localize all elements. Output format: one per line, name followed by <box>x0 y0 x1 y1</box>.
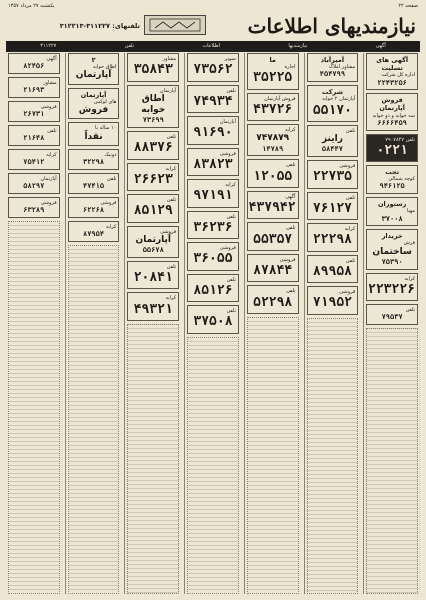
ad-heading: شرکت <box>321 88 343 97</box>
ad-phone: ۶۳۲۸۹ <box>23 206 45 215</box>
ad-phone-large: ۴۳۷۲۶ <box>253 101 293 117</box>
ad-phone-large: ۲۲۳۲۲۶ <box>368 281 415 297</box>
ad-phone: ۹۴۶۱۲۵ <box>379 182 405 191</box>
emblem-logo <box>144 15 206 35</box>
ad-phone: ۵۸۴۴۷ <box>321 145 343 154</box>
ad-text: مشاور املاک <box>328 64 356 71</box>
ad-phone-large: ۵۵۱۷۰ <box>312 102 352 118</box>
classified-ad <box>8 149 60 170</box>
ad-phone-large: ۸۵۱۲۹ <box>133 203 173 219</box>
ad-text: های لوکس <box>93 98 117 105</box>
ad-text: فروشی <box>339 289 356 295</box>
ad-phone: ۷۵۳۹۰ <box>381 257 403 266</box>
ad-text: کرایه <box>344 226 356 232</box>
ad-text: تلفن <box>286 225 296 232</box>
classified-ad <box>247 93 299 122</box>
classified-ad <box>366 134 418 163</box>
classified-ad <box>68 122 120 146</box>
classified-ad <box>187 116 239 145</box>
ad-text: کرایه <box>225 182 236 188</box>
ad-heading: آمیرآباد <box>320 56 345 64</box>
ad-phone: ۵۵۶۷۸ <box>142 246 164 254</box>
ad-phone: ۲۱۶۹۳ <box>23 86 45 95</box>
ad-text: کرایه <box>46 152 57 158</box>
classified-ad <box>247 53 299 90</box>
ad-text: تلفن <box>286 288 296 295</box>
fine-print-block <box>127 324 179 594</box>
classified-ad <box>127 261 179 290</box>
ad-text: فروشی <box>40 200 57 206</box>
ad-phone: ۳۲۲۹۸ <box>83 158 105 166</box>
ad-subheading: نقداً <box>84 131 103 142</box>
ad-text: آپارتمان <box>159 87 177 94</box>
classified-ad <box>187 148 239 177</box>
ad-phone-large: ۸۹۹۵۸ <box>312 263 352 279</box>
ad-column <box>304 53 361 594</box>
classified-ad <box>366 165 418 194</box>
classified-ad <box>307 53 359 82</box>
classified-ad <box>307 223 359 252</box>
ad-text: سوپر <box>224 56 236 62</box>
ad-text: اجاره <box>284 64 296 71</box>
ad-heading: آگهی های تسلیت <box>376 56 409 73</box>
classified-ad <box>8 77 60 98</box>
ad-phone-large: ۸۵۱۲۶ <box>193 282 233 298</box>
ad-phone-large: ۱۲۰۵۵ <box>253 168 293 184</box>
ad-phone-large: ۷۶۱۲۷ <box>312 200 352 216</box>
classified-ad <box>366 304 418 325</box>
fine-print-block <box>366 328 418 594</box>
ad-phone-large: ۴۳۷۹۴۲ <box>248 200 296 216</box>
classified-ad <box>307 192 359 221</box>
classified-ad <box>307 160 359 189</box>
ad-text: تلفن <box>345 127 356 134</box>
ad-text: فرش <box>403 240 415 247</box>
fine-print-block <box>307 318 359 595</box>
classified-ad <box>187 305 239 334</box>
ad-phone-large: ۰۲۲۱ <box>376 142 408 158</box>
ad-text: اداره کل شرکت <box>381 72 415 79</box>
ad-text: سه خوابه و دو خوابه <box>372 112 415 119</box>
classified-ad <box>187 242 239 271</box>
top-line <box>8 3 418 11</box>
ad-text: تلفن <box>226 87 236 94</box>
ad-text: فروشی <box>100 199 117 206</box>
ad-phone-large: ۹۱۶۹۰ <box>193 125 233 141</box>
ad-text: تلفن <box>405 307 415 314</box>
classified-ad <box>68 197 120 218</box>
ad-text: مهیا <box>406 208 415 215</box>
ad-text: آپارتمان <box>219 119 236 125</box>
classified-ad <box>8 197 60 218</box>
ad-subheading: راینز <box>321 134 343 144</box>
ad-phone-large: ۳۵۸۴۳ <box>133 62 173 78</box>
ad-phone: ۴۵۴۷۹۹ <box>319 70 346 79</box>
classified-ad <box>8 53 60 74</box>
ad-subheading: آپارتمان <box>135 234 172 245</box>
classified-ad <box>247 222 299 251</box>
classified-ad <box>127 53 179 82</box>
ad-column <box>363 53 420 594</box>
ad-text: اطاق خوابه <box>92 64 117 71</box>
ad-columns <box>6 53 420 594</box>
ad-text: ۱۰ ساله با <box>95 125 117 132</box>
classified-ad <box>187 85 239 114</box>
ad-phone: ۸۲۴۵۶ <box>23 62 45 71</box>
masthead-phones: تلفنهای: ۳۱۱۲۲۷-۳۱۲۲۱۳ <box>59 22 140 30</box>
ad-text: فروشی <box>219 245 236 251</box>
classified-ad <box>68 173 120 194</box>
ad-subheading: آپارتمان <box>75 70 112 81</box>
classified-ad <box>247 254 299 283</box>
classified-ad <box>366 197 418 226</box>
ad-text: تلفن <box>226 276 236 283</box>
ad-phone: ۱۴۷۸۹ <box>262 144 284 153</box>
classified-ad <box>127 292 179 321</box>
classified-ad <box>366 229 418 269</box>
ad-phone: ۷۳۶۹۹ <box>142 116 164 125</box>
ad-heading: آپارتمان <box>80 90 107 99</box>
ad-text: فروشی <box>160 228 177 235</box>
ad-phone: ۷۹۵۳۷ <box>381 313 403 322</box>
ad-text: دونیک <box>104 151 117 158</box>
ad-text: کرایه <box>404 275 415 282</box>
ad-phone-large: ۲۲۷۳۵ <box>312 169 352 185</box>
ad-phone-large: ۵۵۳۵۷ <box>253 231 293 247</box>
date-line: یکشنبه ۲۷ مرداد ۱۳۵۷ <box>8 3 55 9</box>
masthead-title: نیازمندیهای اطلاعات <box>247 14 416 38</box>
ad-phone-large: ۳۶۲۳۶ <box>193 219 233 235</box>
ad-text: مشاور <box>162 56 177 62</box>
classified-ad <box>127 163 179 192</box>
classified-ad <box>187 53 239 82</box>
ad-subheading: ساختمان <box>372 246 412 257</box>
ad-text: کوچه شمالی <box>388 176 415 183</box>
ad-text: فروشی <box>40 104 57 110</box>
strip-item: ۳۱۱۲۲۷ <box>40 42 57 49</box>
ad-text: تلفن <box>166 134 177 140</box>
ad-text: تلفن ۷۹۰۷۸۴۷ <box>385 136 415 143</box>
strip-item: آگهی <box>375 42 386 49</box>
ad-column <box>124 53 181 594</box>
fine-print-block <box>247 317 299 594</box>
ad-phone: ۲۲۴۳۲۵۶ <box>377 78 407 87</box>
fine-print-block <box>8 221 60 594</box>
classified-ad <box>307 255 359 284</box>
ad-text: آگهی <box>46 56 57 62</box>
ad-text: تلفن <box>107 175 117 182</box>
ad-phone: ۵۸۲۹۷ <box>23 182 45 191</box>
ad-phone-large: ۸۸۳۷۶ <box>133 140 173 156</box>
classified-ad <box>307 286 359 315</box>
ad-text: تلفن <box>226 213 236 220</box>
classified-ad <box>68 53 120 85</box>
ad-text: تلفن <box>166 197 177 203</box>
ad-subheading: فروش <box>78 105 109 115</box>
classified-ad <box>68 88 120 120</box>
ad-heading: ۲ <box>91 56 96 64</box>
ad-phone-large: ۸۷۸۴۴ <box>253 263 293 279</box>
ad-phone-large: ۹۷۱۹۱ <box>193 188 233 204</box>
ad-heading: خریدار <box>381 232 403 241</box>
classified-ad <box>187 274 239 303</box>
ad-text: آپارتمان <box>40 176 57 182</box>
ad-phone-large: ۵۲۲۹۸ <box>253 294 293 310</box>
ad-phone: ۷۵۴۱۲ <box>23 158 45 167</box>
masthead <box>6 12 420 52</box>
ad-text: فروشی <box>219 150 236 157</box>
ad-column <box>244 53 301 594</box>
ad-heading: ما <box>269 56 276 64</box>
ad-phone: ۳۷۰۰۸ <box>381 214 403 223</box>
classified-ad <box>127 194 179 223</box>
ad-phone: ۴۷۴۱۵ <box>83 182 105 190</box>
classified-ad <box>127 85 179 129</box>
ad-phone: ۲۱۶۴۸ <box>23 134 45 143</box>
ad-subheading: ۷۴۷۸۷۹ <box>256 133 290 144</box>
ad-text: کرایه <box>284 127 296 134</box>
ad-text: آپارتمان ۲ خوابه <box>322 96 356 103</box>
classified-ad <box>247 285 299 314</box>
classified-ad <box>307 85 359 122</box>
classified-ad <box>247 159 299 188</box>
classified-ad <box>187 179 239 208</box>
ad-text: تلفن <box>286 162 296 169</box>
ad-text: کرایه <box>165 295 177 302</box>
ad-column <box>65 53 122 594</box>
ad-heading: فروش آپارتمان <box>379 96 405 113</box>
ad-phone: ۸۷۹۵۴ <box>83 230 105 238</box>
ad-phone: ۶۲۲۶۸ <box>83 206 105 214</box>
ad-phone: ۶۶۶۶۴۵۹ <box>377 118 407 127</box>
ad-text: تلفن <box>345 257 356 264</box>
ad-column <box>184 53 241 594</box>
classified-ad <box>366 53 418 90</box>
classified-ad <box>187 211 239 240</box>
ad-text: مشاور <box>43 80 57 86</box>
fine-print-block <box>187 337 239 595</box>
ad-phone-large: ۷۴۹۳۴ <box>193 93 233 109</box>
page-label: صفحه ۲۲ <box>398 3 418 9</box>
strip-item: اطلاعات <box>202 42 221 49</box>
ad-phone-large: ۷۳۵۶۲ <box>193 62 233 78</box>
classified-ad <box>127 226 179 258</box>
ad-phone-large: ۳۶۰۵۵ <box>193 251 233 267</box>
ad-text: فروش آپارتمان <box>264 95 296 102</box>
strip-item: تلفن <box>124 42 135 49</box>
classified-ad <box>307 125 359 157</box>
ad-phone: ۲۶۷۳۱ <box>23 110 45 119</box>
ad-text: کرایه <box>165 165 177 172</box>
ad-phone-large: ۲۲۲۹۸ <box>312 232 352 248</box>
ad-text: تلفن <box>345 194 356 201</box>
classified-ad <box>366 273 418 302</box>
ad-subheading: اطاق خوابه <box>141 93 166 115</box>
ad-phone-large: ۴۹۳۲۱ <box>133 301 173 317</box>
classified-ad <box>8 101 60 122</box>
classified-ad <box>8 173 60 194</box>
classified-ad <box>366 93 418 130</box>
ad-text: تلفن <box>166 263 177 270</box>
ad-text: تلفن <box>226 308 236 314</box>
ad-column <box>6 53 62 594</box>
ad-phone-large: ۲۰۸۴۱ <box>133 270 173 285</box>
ad-phone-large: ۷۱۹۵۲ <box>312 295 352 311</box>
fine-print-block <box>68 245 120 594</box>
ad-text: فروشی <box>339 163 356 169</box>
masthead-strip <box>6 41 420 50</box>
ad-heading: رستوران <box>377 200 407 209</box>
ad-phone-large: ۳۷۵۰۸ <box>193 314 233 330</box>
ad-text: آگهی <box>285 193 296 200</box>
ad-phone-large: ۳۵۲۲۵ <box>253 70 293 86</box>
classified-ad <box>68 149 120 170</box>
classified-ad <box>8 125 60 146</box>
ad-text: فروشی <box>279 256 296 263</box>
ad-phone-large: ۸۳۸۲۳ <box>193 156 233 172</box>
classified-ad <box>68 221 120 242</box>
classified-ad <box>247 124 299 156</box>
ad-text: تلفن <box>47 128 57 134</box>
ad-text: کرایه <box>105 223 117 230</box>
ad-heading: تحت <box>385 168 400 176</box>
classified-ad <box>247 191 299 220</box>
ad-phone-large: ۲۶۶۲۳ <box>133 171 173 187</box>
classified-ad <box>127 131 179 160</box>
strip-item: نیازمندیها <box>288 42 308 49</box>
